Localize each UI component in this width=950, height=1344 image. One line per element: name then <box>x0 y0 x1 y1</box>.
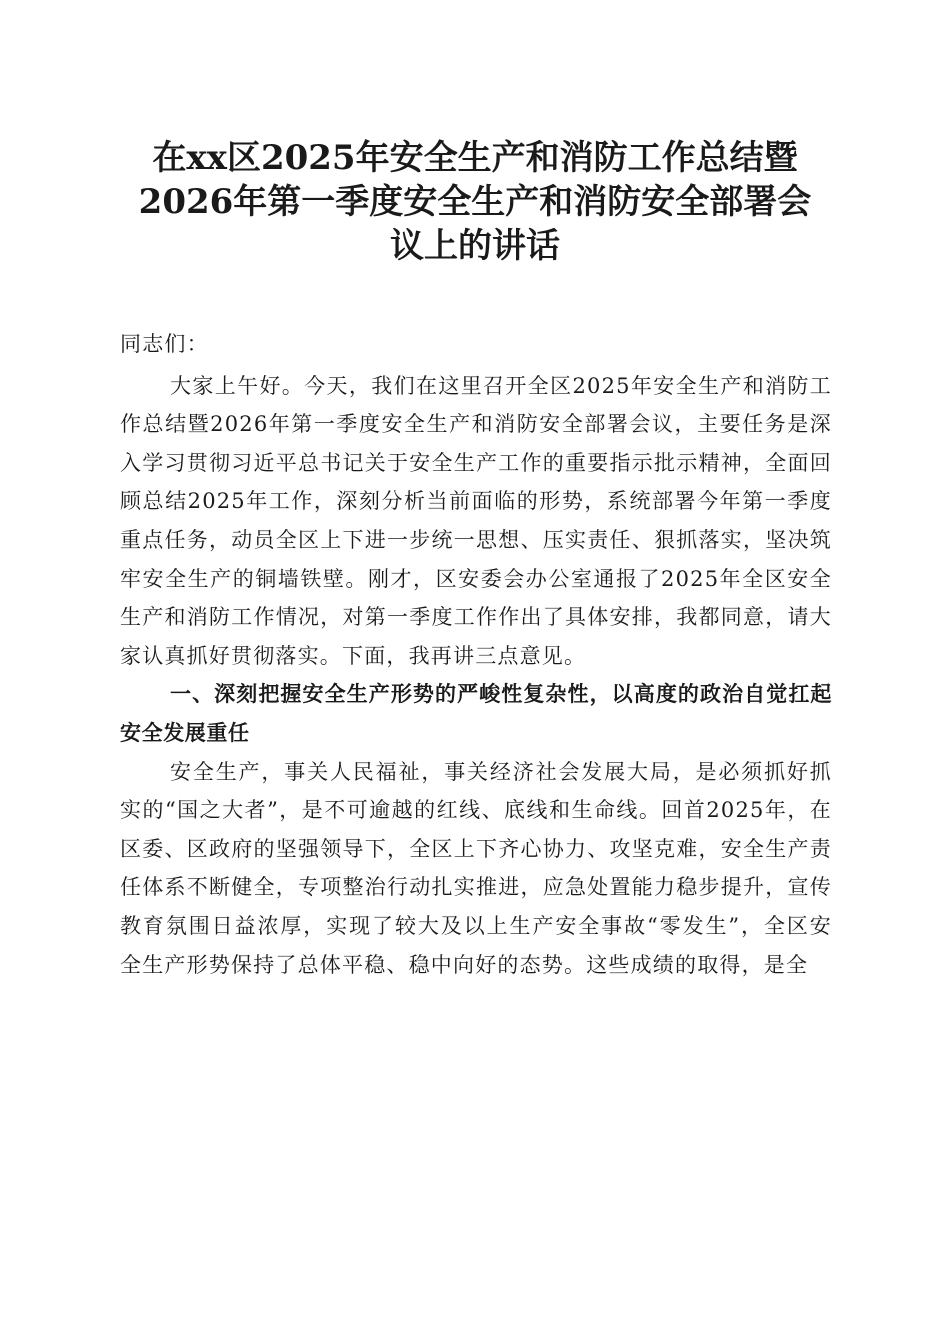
title-line-3: 议上的讲话 <box>390 226 560 266</box>
title-line-1: 在xx区2025年安全生产和消防工作总结暨 <box>152 138 798 178</box>
title-line-2: 2026年第一季度安全生产和消防安全部署会 <box>138 182 812 222</box>
section-1-paragraph: 安全生产，事关人民福祉，事关经济社会发展大局，是必须抓好抓实的“国之大者”，是不可逾越的红线、底线和生命线。回首2025年，在区委、区政府的坚强领导下，全区上下齐心协力、攻坚克难，安全生产责任体系不断健全，专项整治行动扎实推进，应急处置能力稳步提升，宣传教育氛围日益浓厚，实现了较大及以上生产安全事故“零发生”，全区安全生产形势保持了总体平稳、稳中向好的态势。这些成绩的取得，是全 <box>120 759 832 977</box>
document-body <box>120 325 832 984</box>
greeting: 同志们： <box>120 332 209 356</box>
opening-paragraph: 大家上午好。今天，我们在这里召开全区2025年安全生产和消防工作总结暨2026年第一季度安全生产和消防安全部署会议，主要任务是深入学习贯彻习近平总书记关于安全生产工作的重要指示批示精神，全面回顾总结2025年工作，深刻分析当前面临的形势，系统部署今年第一季度重点任务，动员全区上下进一步统一思想、压实责任、狠抓落实，坚决筑牢安全生产的铜墙铁壁。刚才，区安委会办公室通报了2025年全区安全生产和消防工作情况，对第一季度工作作出了具体安排，我都同意，请大家认真抓好贯彻落实。下面，我再讲三点意见。 <box>120 373 832 668</box>
document-title <box>120 136 830 268</box>
section-heading-1: 一、深刻把握安全生产形势的严峻性复杂性，以高度的政治自觉扛起安全发展重任 <box>120 682 832 745</box>
